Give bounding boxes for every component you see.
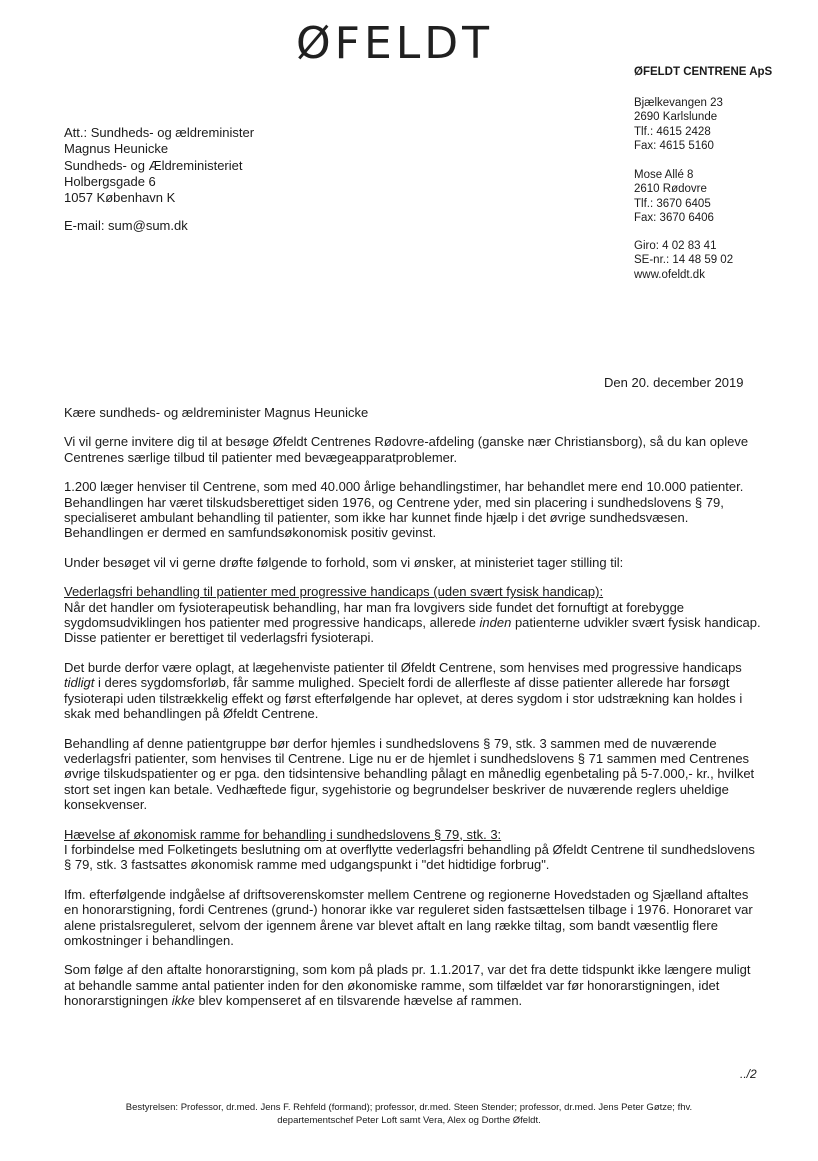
sender-office-rodovre — [634, 168, 804, 225]
recipient-address — [64, 125, 254, 235]
sender-line: 2610 Rødovre — [634, 183, 707, 196]
logo-text: FELDT — [334, 18, 494, 69]
text-run: patienterne udvikler svært fysisk handicap. Disse patienter er berettiget til vederlagsfri fysioterapi. — [64, 615, 761, 646]
paragraph: Under besøget vil vi gerne drøfte følgende to forhold, som vi ønsker, at ministeriet tager stilling til: — [64, 554, 624, 570]
text-run: Når det handler om fysioterapeutisk behandling, har man fra lovgivers side fundet det fornuftigt at forebygge sygdomsudviklingen hos patienter med progressive handicaps, allerede — [64, 599, 685, 631]
letter-body — [64, 405, 764, 1023]
recipient-email: E-mail: sum@sum.dk — [64, 218, 188, 234]
sender-line: Fax: 3670 6406 — [634, 211, 714, 224]
recipient-line: Holbergsgade 6 — [64, 173, 156, 189]
recipient-line: 1057 København K — [64, 190, 176, 206]
sender-line: Fax: 4615 5160 — [634, 139, 714, 152]
emphasis: tidligt — [64, 675, 95, 691]
sender-website: www.ofeldt.dk — [634, 268, 705, 281]
sender-line: Tlf.: 3670 6405 — [634, 197, 711, 210]
logo-letter-o: Ø — [296, 18, 335, 69]
recipient-line: Att.: Sundheds- og ældreminister — [64, 125, 255, 140]
sender-line: Bjælkevangen 23 — [634, 97, 723, 109]
section-heading-text: Hævelse af økonomisk ramme for behandling i sundhedslovens § 79, stk. 3: — [64, 826, 502, 842]
paragraph — [64, 600, 764, 646]
sender-line: Giro: 4 02 83 41 — [634, 240, 717, 252]
company-logo — [296, 18, 493, 69]
text-run: blev kompenseret af en tilsvarende hævelse af rammen. — [194, 993, 523, 1009]
recipient-line: Magnus Heunicke — [64, 141, 169, 157]
section-heading-ramme — [64, 827, 764, 842]
sender-account-info — [634, 239, 804, 282]
paragraph: I forbindelse med Folketingets beslutning om at overflytte vederlagsfri behandling på Øfeldt Centrene til sundhedslovens § 79, stk. 3 fastsattes økonomisk ramme med udgangspunkt i "det hidtidige forbrug". — [64, 841, 755, 873]
section-heading-text: Vederlagsfri behandling til patienter med progressive handicaps (uden svært fysisk handicap): — [64, 584, 604, 600]
paragraph — [64, 660, 764, 722]
sender-office-karlslunde — [634, 96, 804, 153]
emphasis: ikke — [171, 993, 195, 1009]
page-continuation-marker: ../2 — [740, 1067, 757, 1081]
paragraph: Behandling af denne patientgruppe bør derfor hjemles i sundhedslovens § 79, stk. 3 sammen med de nuværende vederlagsfri patienter, som henvises til Centrene. Lige nu er de hjemlet i sundhedslovens § 71 sammen med Centrenes øvrige tilskudspatienter og er pga. den tidsintensive behandling pålagt en månedlig egenbetaling på 5-7.000,- kr., hvilket stort set ingen kan betale. Vedhæftede figur, sygehistorie og begrundelser beskriver de nuværende reglers uheldige konsekvenser. — [64, 735, 755, 813]
sender-line: 2690 Karlslunde — [634, 111, 718, 124]
letter-date: Den 20. december 2019 — [604, 375, 744, 390]
sender-line: Tlf.: 4615 2428 — [634, 125, 711, 138]
text-run: Det burde derfor være oplagt, at lægehenviste patienter til Øfeldt Centrene, som henvises med progressive handicaps — [64, 659, 742, 675]
board-footer: Bestyrelsen: Professor, dr.med. Jens F. Rehfeld (formand); professor, dr.med. Steen Stender; professor, dr.med. Jens Peter Gøtze; fhv. departementschef Peter Loft samt Vera, Alex og Dorthe Øfeldt. — [125, 1102, 693, 1126]
paragraph: Vi vil gerne invitere dig til at besøge Øfeldt Centrenes Rødovre-afdeling (ganske nær Christiansborg), så du kan opleve Centrenes særlige tilbud til patienter med bevægeapparatproblemer. — [64, 434, 749, 465]
sender-line: Mose Allé 8 — [634, 169, 694, 181]
recipient-line: Sundheds- og Ældreministeriet — [64, 157, 243, 173]
section-heading-vederlagsfri — [64, 584, 764, 599]
paragraph: Ifm. efterfølgende indgåelse af driftsoverenskomster mellem Centrene og regionerne Hovedstaden og Sjælland aftaltes en honorarstigning, fordi Centrenes (grund-) honorar ikke var reguleret siden fastsættelsen tilbage i 1976. Honoraret var alene pristalsreguleret, selvom der igennem årene var blevet aftalt en lang række tiltag, som bandt væsentlig flere omkostninger i behandlingen. — [64, 886, 753, 948]
sender-line: SE-nr.: 14 48 59 02 — [634, 254, 734, 267]
paragraph: 1.200 læger henviser til Centrene, som med 40.000 årlige behandlingstimer, har behandlet mere end 10.000 patienter. Behandlingen har været tilskudsberettiget siden 1976, og Centrene yder, med sin placering i sundhedslovens § 79, specialiseret ambulant behandling til patienter, som ikke har kunnet finde hjælp i det øvrige sundhedsvæsen. Behandlingen er dermed en samfundsøkonomisk positiv gevinst. — [64, 479, 744, 541]
greeting: Kære sundheds- og ældreminister Magnus Heunicke — [64, 405, 369, 420]
emphasis: inden — [479, 615, 512, 631]
paragraph — [64, 962, 764, 1008]
text-run: i deres sygdomsforløb, får samme mulighed. Specielt fordi de allerfleste af disse patienter allerede har forsøgt fysioterapi uden tilstrækkelig effekt og først efterfølgende har oplevet, at deres sygdom i stor udstrækning kan holdes i skak med behandlingen på Øfeldt Centrene. — [64, 675, 743, 722]
text-run: Som følge af den aftalte honorarstigning, som kom på plads pr. 1.1.2017, var det fra dette tidspunkt ikke længere muligt at behandle samme antal patienter inden for den økonomiske ramme, som tilfældet var før honorarstigningen, idet honorarstigningen — [64, 962, 751, 1009]
sender-company: ØFELDT CENTRENE ApS — [634, 66, 773, 78]
